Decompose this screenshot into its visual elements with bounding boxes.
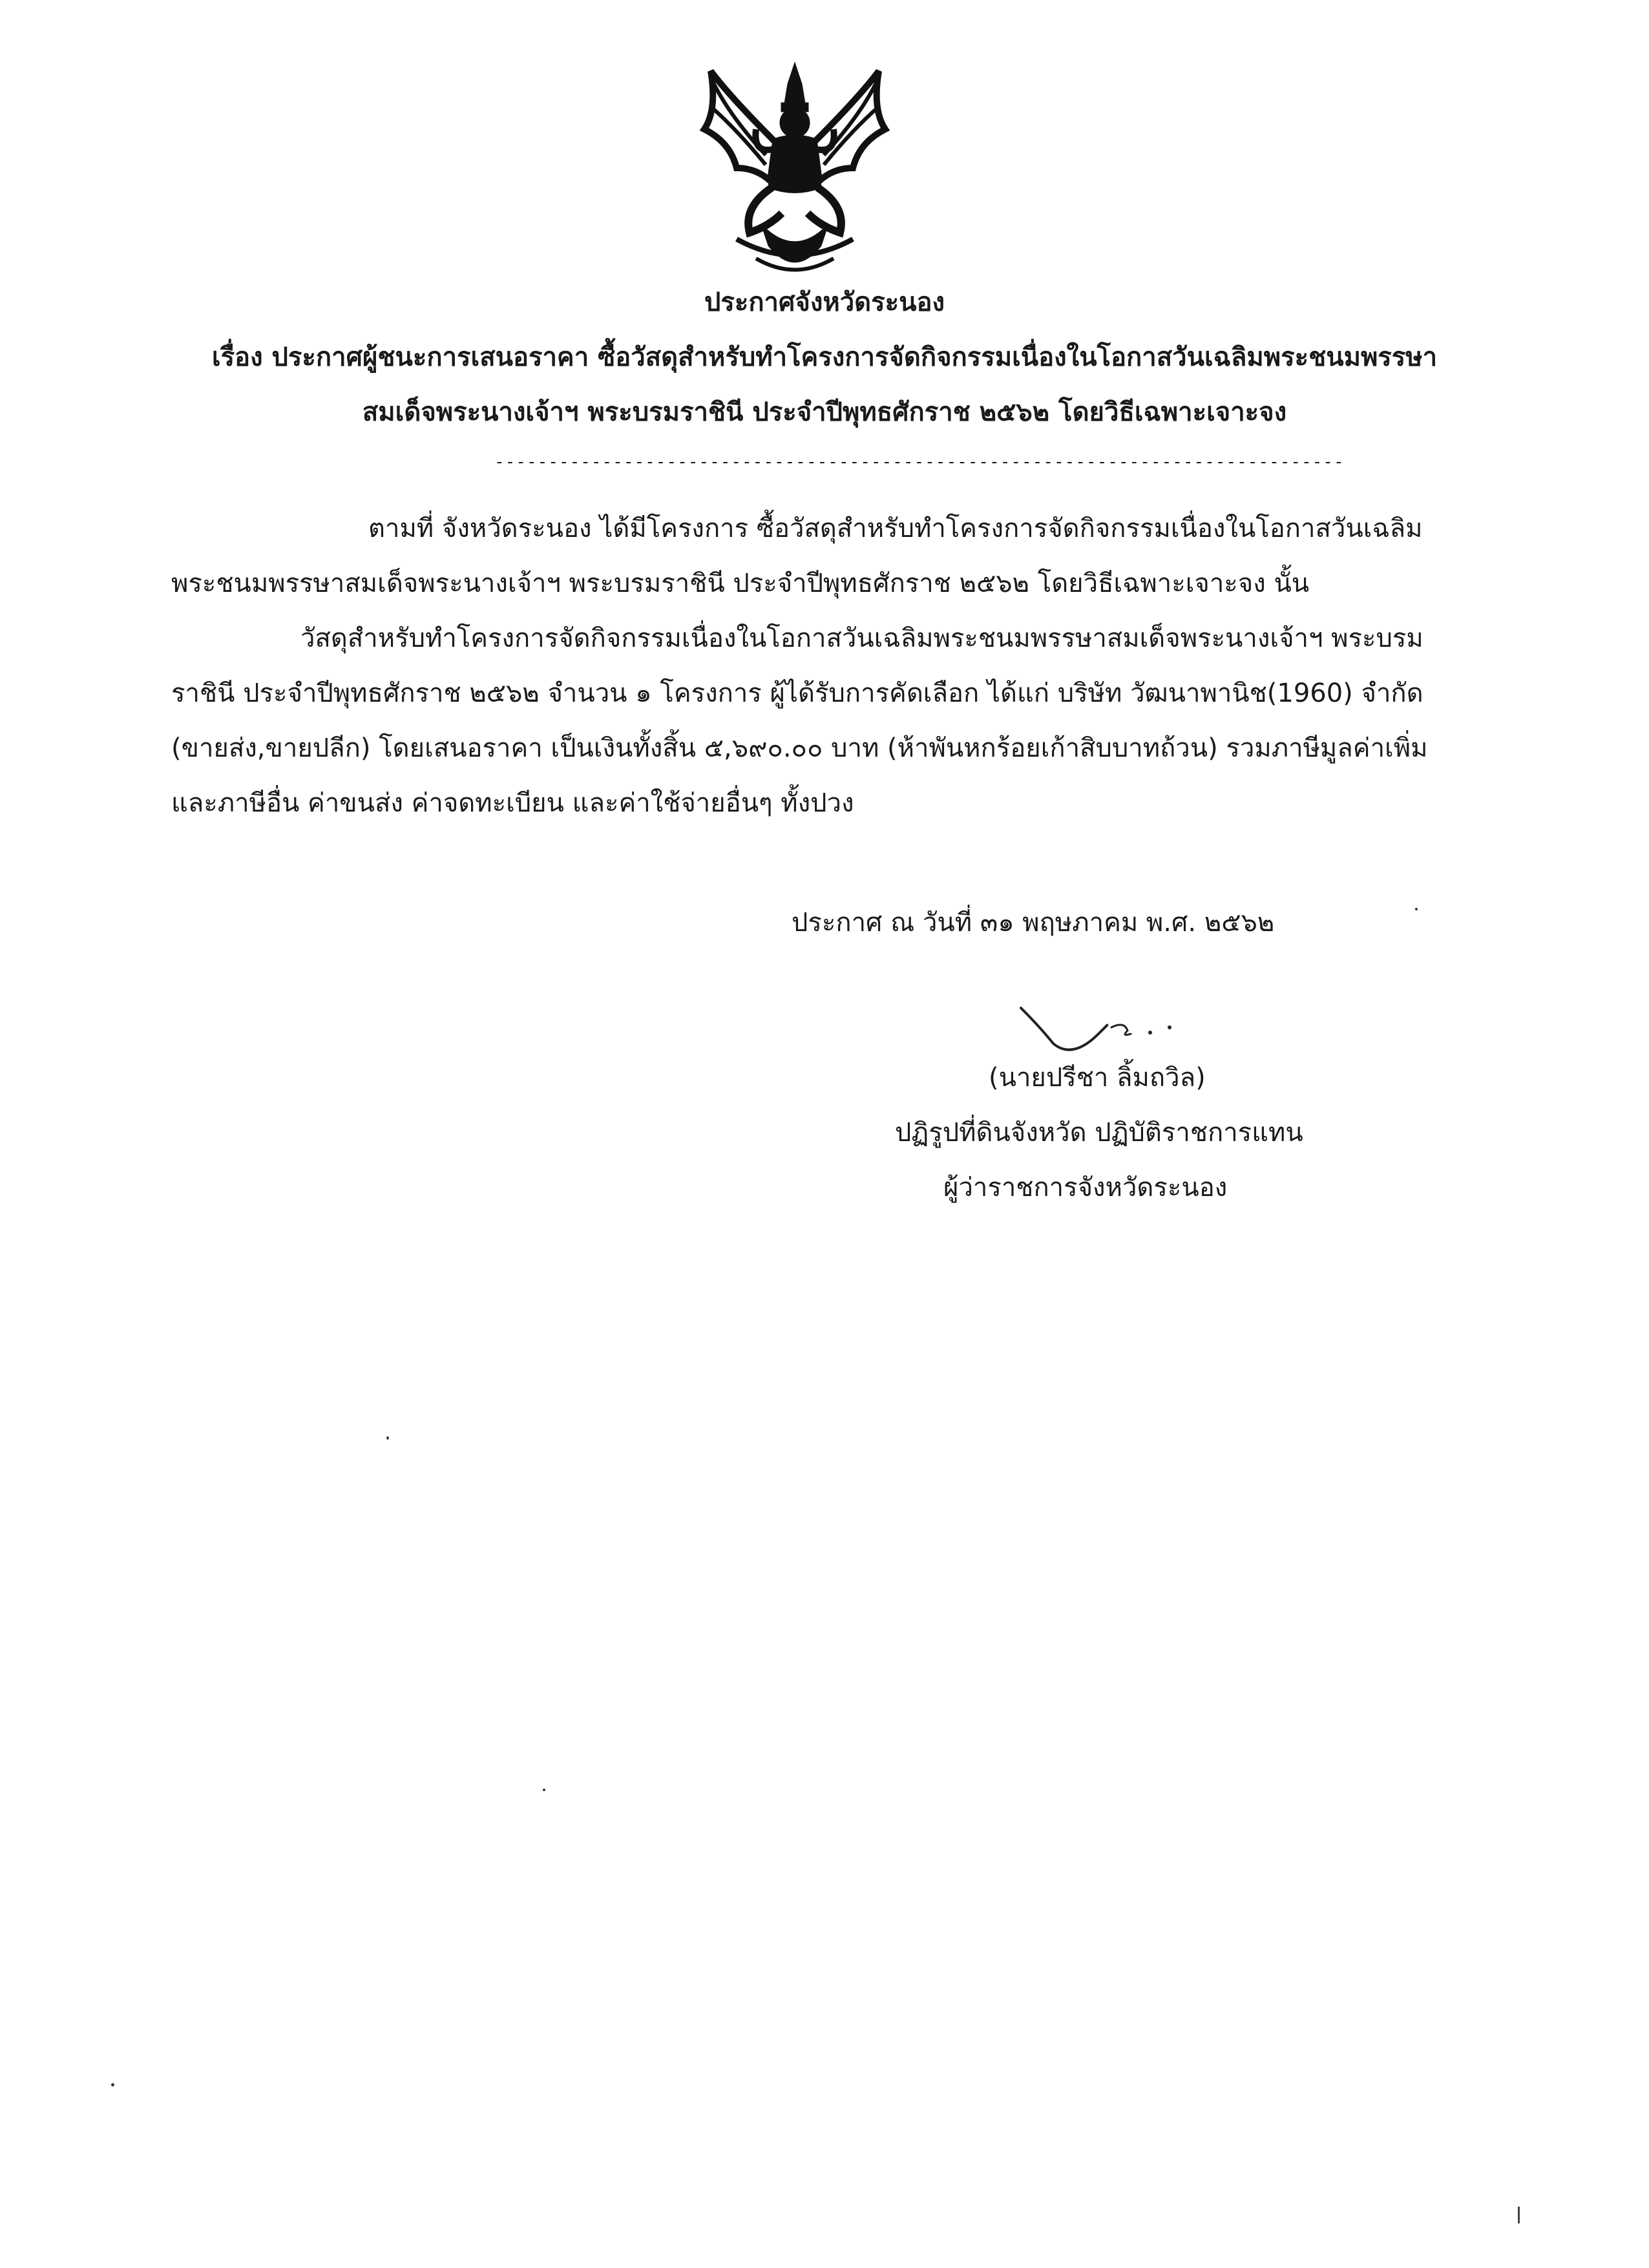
signatory-name: (นายปรีชา ลิ้มถวิล)	[989, 1063, 1206, 1093]
subject-line-1: เรื่อง ประกาศผู้ชนะการเสนอราคา ซื้อวัสดุสำหรับทำโครงการจัดกิจกรรมเนื่องในโอกาสวันเฉลิมพระชนมพรรษา	[211, 342, 1438, 372]
subject-line-2: สมเด็จพระนางเจ้าฯ พระบรมราชินี ประจำปีพุทธศักราช ๒๕๖๒ โดยวิธีเฉพาะเจาะจง	[362, 397, 1287, 427]
body-paragraph-2-line-2: ราชินี ประจำปีพุทธศักราช ๒๕๖๒ จำนวน ๑ โครงการ ผู้ได้รับการคัดเลือก ได้แก่ บริษัท วัฒนาพานิช(1960) จำกัด	[171, 678, 1423, 708]
document-title: ประกาศจังหวัดระนอง	[704, 288, 945, 317]
page-edge-mark	[1518, 2207, 1520, 2223]
scan-speck	[543, 1789, 545, 1791]
body-paragraph-2-line-3: (ขายส่ง,ขายปลีก) โดยเสนอราคา เป็นเงินทั้งสิ้น ๕,๖๙๐.๐๐ บาท (ห้าพันหกร้อยเก้าสิบบาทถ้วน) รวมภาษีมูลค่าเพิ่ม	[171, 733, 1428, 763]
scan-speck	[111, 2083, 114, 2086]
body-paragraph-1-line-2: พระชนมพรรษาสมเด็จพระนางเจ้าฯ พระบรมราชินี ประจำปีพุทธศักราช ๒๕๖๒ โดยวิธีเฉพาะเจาะจง นั้น	[171, 569, 1310, 598]
signatory-position-line-2: ผู้ว่าราชการจังหวัดระนอง	[943, 1173, 1228, 1202]
announcement-date: ประกาศ ณ วันที่ ๓๑ พฤษภาคม พ.ศ. ๒๕๖๒	[792, 908, 1275, 938]
garuda-emblem-icon	[691, 58, 898, 284]
body-paragraph-2-line-1: วัสดุสำหรับทำโครงการจัดกิจกรรมเนื่องในโอกาสวันเฉลิมพระชนมพรรษาสมเด็จพระนางเจ้าฯ พระบรม	[300, 624, 1423, 653]
handwritten-signature-icon	[1014, 989, 1202, 1060]
signatory-position-line-1: ปฏิรูปที่ดินจังหวัด ปฏิบัติราชการแทน	[895, 1118, 1303, 1148]
separator-line: -------------------------------------------------------------------------------	[494, 452, 1345, 472]
body-paragraph-2-line-4: และภาษีอื่น ค่าขนส่ง ค่าจดทะเบียน และค่าใช้จ่ายอื่นๆ ทั้งปวง	[171, 788, 854, 818]
scan-speck	[1415, 908, 1418, 910]
scan-speck	[386, 1436, 389, 1440]
body-paragraph-1-line-1: ตามที่ จังหวัดระนอง ได้มีโครงการ ซื้อวัสดุสำหรับทำโครงการจัดกิจกรรมเนื่องในโอกาสวันเฉลิม	[368, 514, 1423, 543]
